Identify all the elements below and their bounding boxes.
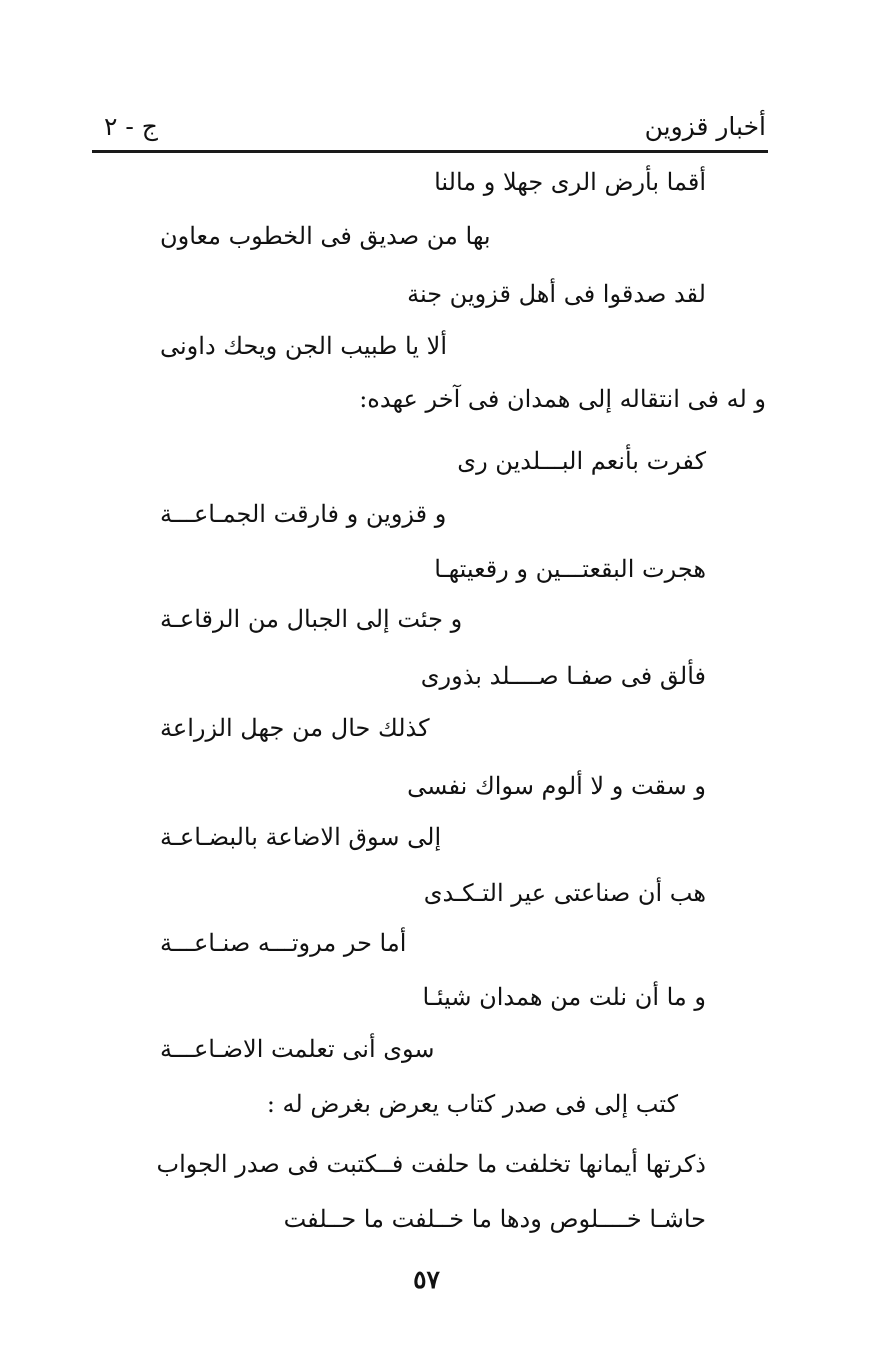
- verse-line: ذكرتها أيمانها تخلفت ما حلفت فــكتبت فى صدر الجواب: [156, 1150, 706, 1178]
- verse-line: أقما بأرض الرى جهلا و مالنا: [434, 168, 706, 196]
- verse-line: حاشـا خــــلوص ودها ما خــلفت ما حــلفت: [283, 1205, 706, 1233]
- verse-line: و جئت إلى الجبال من الرقاعـة: [160, 605, 463, 633]
- verse-line: فألق فى صفـا صــــلد بذورى: [420, 662, 706, 690]
- verse-line: إلى سوق الاضاعة بالبضـاعـة: [160, 823, 442, 851]
- running-header: [92, 108, 766, 150]
- prose-line: و له فى انتقاله إلى همدان فى آخر عهده:: [359, 385, 766, 413]
- verse-line: سوى أنى تعلمت الاضـاعـــة: [160, 1035, 435, 1063]
- verse-line: كذلك حال من جهل الزراعة: [160, 714, 430, 742]
- header-title: أخبار قزوين: [644, 112, 766, 141]
- verse-line: كفرت بأنعم البـــلدين رى: [457, 447, 706, 475]
- header-rule: [92, 150, 768, 153]
- header-part-number: ج - ٢: [104, 112, 158, 141]
- verse-line: و قزوين و فارقت الجمـاعـــة: [160, 500, 447, 528]
- verse-line: لقد صدقوا فى أهل قزوين جنة: [407, 280, 706, 308]
- verse-line: و ما أن نلت من همدان شيئـا: [422, 983, 706, 1011]
- prose-line: كتب إلى فى صدر كتاب يعرض بغرض له :: [266, 1090, 678, 1118]
- verse-line: بها من صديق فى الخطوب معاون: [160, 222, 491, 250]
- verse-line: هب أن صناعتى عير التـكـدى: [423, 879, 706, 907]
- verse-line: هجرت البقعتـــين و رقعيتهـا: [434, 555, 706, 583]
- page-number: ٥٧: [413, 1265, 440, 1294]
- verse-line: ألا يا طبيب الجن ويحك داونى: [160, 332, 448, 360]
- verse-line: و سقت و لا ألوم سواك نفسى: [407, 772, 706, 800]
- verse-line: أما حر مروتـــه صنـاعـــة: [160, 929, 407, 957]
